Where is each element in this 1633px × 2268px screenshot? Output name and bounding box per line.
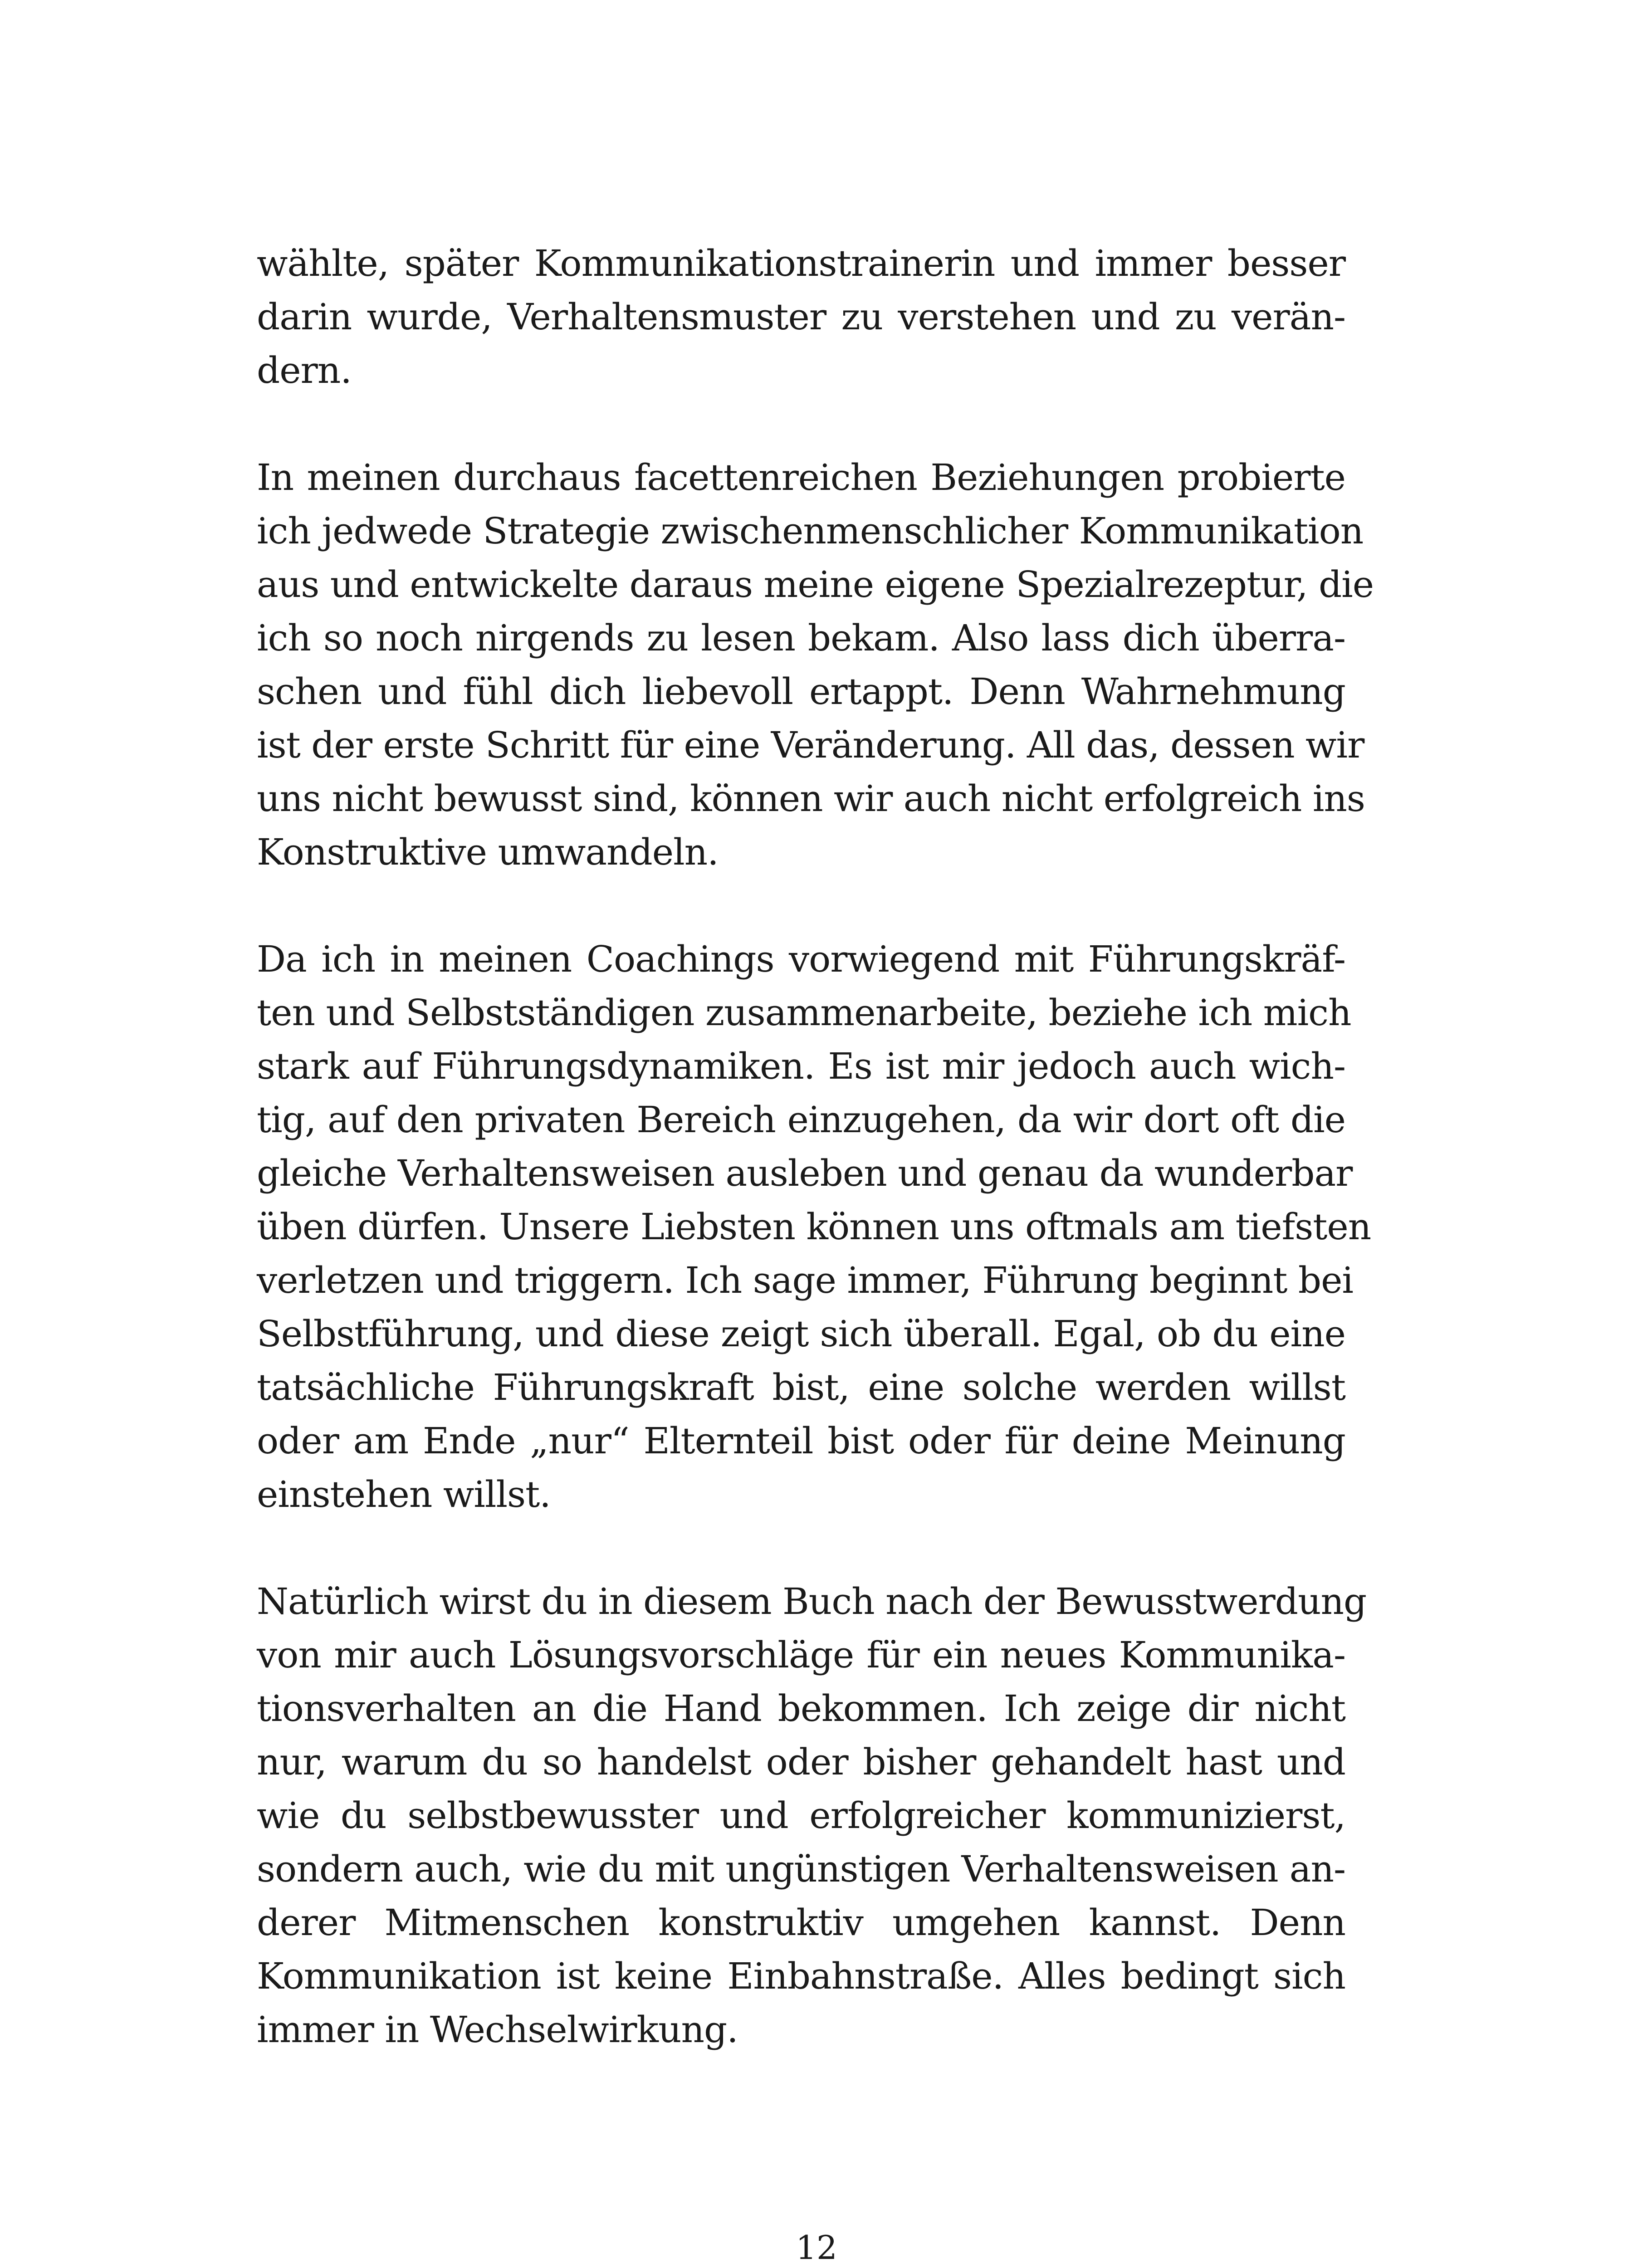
text-line: ten und Selbstständigen zusammenarbeite, beziehe ich mich — [257, 992, 1351, 1034]
text-line: Da ich in meinen Coachings vorwiegend mit Führungskräf- — [257, 938, 1345, 980]
text-line: dern. — [257, 349, 352, 391]
text-line: nur, warum du so handelst oder bisher gehandelt hast und — [257, 1741, 1345, 1783]
text-line: oder am Ende „nur“ Elternteil bist oder für deine Meinung — [257, 1420, 1345, 1462]
body-text — [257, 237, 1374, 2110]
text-line: ist der erste Schritt für eine Veränderung. All das, dessen wir — [257, 724, 1364, 766]
text-line: tatsächliche Führungskraft bist, eine solche werden willst — [257, 1366, 1345, 1408]
text-line: wählte, später Kommunikationstrainerin und immer besser — [257, 242, 1345, 284]
paragraph-4 — [257, 1575, 1367, 2057]
text-line: tionsverhalten an die Hand bekommen. Ich zeige dir nicht — [257, 1687, 1345, 1730]
text-line: schen und fühl dich liebevoll ertappt. Denn Wahrnehmung — [257, 670, 1345, 713]
text-line: wie du selbstbewusster und erfolgreicher kommunizierst, — [257, 1794, 1345, 1837]
text-line: aus und entwickelte daraus meine eigene Spezialrezeptur, die — [257, 563, 1374, 606]
text-line: einstehen willst. — [257, 1473, 551, 1515]
paragraph-1 — [257, 237, 1345, 397]
text-line: In meinen durchaus facettenreichen Beziehungen probierte — [257, 456, 1345, 499]
text-line: sondern auch, wie du mit ungünstigen Verhaltensweisen an- — [257, 1848, 1345, 1890]
paragraph-2 — [257, 451, 1374, 879]
text-line: von mir auch Lösungsvorschläge für ein neues Kommunika- — [257, 1634, 1345, 1676]
text-line: derer Mitmenschen konstruktiv umgehen kannst. Denn — [257, 1901, 1345, 1944]
page-number: 12 — [796, 2229, 837, 2267]
text-line: gleiche Verhaltensweisen ausleben und genau da wunderbar — [257, 1152, 1353, 1194]
text-line: tig, auf den privaten Bereich einzugehen, da wir dort oft die — [257, 1099, 1345, 1141]
text-line: Natürlich wirst du in diesem Buch nach der Bewusstwerdung — [257, 1580, 1367, 1623]
text-line: ich jedwede Strategie zwischenmenschlicher Kommunikation — [257, 510, 1364, 552]
text-line: üben dürfen. Unsere Liebsten können uns oftmals am tiefsten — [257, 1206, 1371, 1248]
text-line: verletzen und triggern. Ich sage immer, Führung beginnt bei — [257, 1259, 1354, 1301]
text-line: Selbstführung, und diese zeigt sich überall. Egal, ob du eine — [257, 1313, 1345, 1355]
paragraph-3 — [257, 933, 1371, 1521]
text-line: Kommunikation ist keine Einbahnstraße. Alles bedingt sich — [257, 1955, 1345, 1997]
text-line: Konstruktive umwandeln. — [257, 831, 719, 873]
text-line: ich so noch nirgends zu lesen bekam. Also lass dich überra- — [257, 617, 1345, 659]
text-line: immer in Wechselwirkung. — [257, 2009, 738, 2051]
text-line: stark auf Führungsdynamiken. Es ist mir jedoch auch wich- — [257, 1045, 1345, 1087]
text-line: uns nicht bewusst sind, können wir auch nicht erfolgreich ins — [257, 777, 1365, 820]
text-line: darin wurde, Verhaltensmuster zu verstehen und zu verän- — [257, 296, 1345, 338]
